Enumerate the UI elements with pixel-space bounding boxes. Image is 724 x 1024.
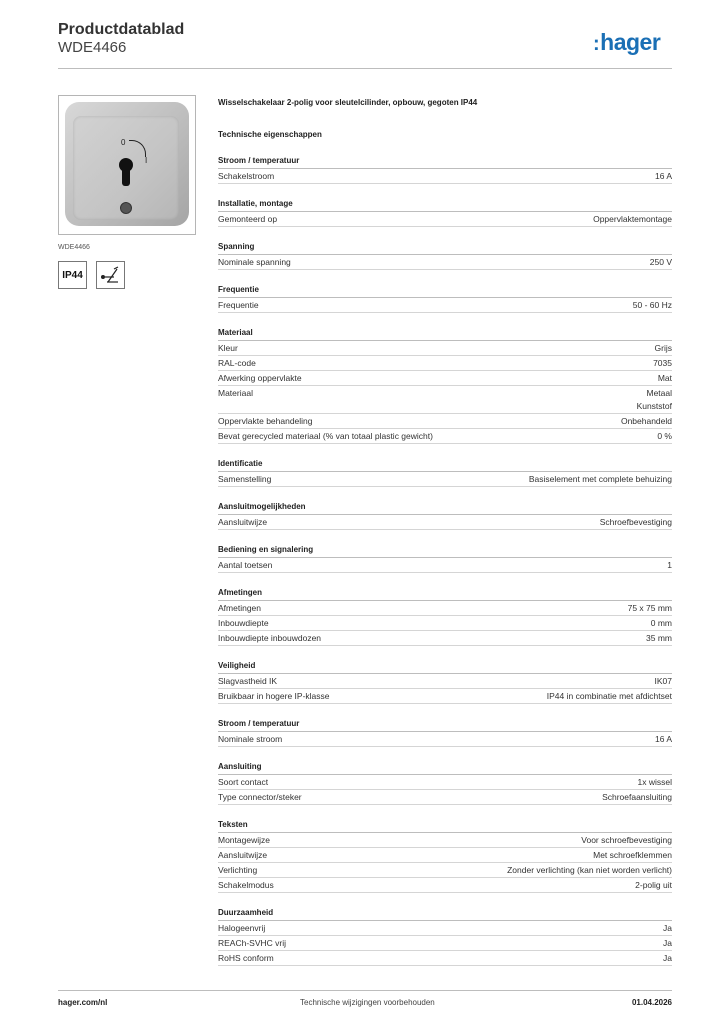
spec-row: [218, 921, 672, 936]
spec-value: [650, 256, 672, 269]
spec-value: [547, 690, 672, 703]
spec-value: [581, 834, 672, 847]
spec-section: [218, 501, 672, 530]
spec-value-text: Mat: [657, 373, 672, 383]
spec-row: [218, 429, 672, 444]
spec-value: [663, 937, 672, 950]
spec-row: [218, 631, 672, 646]
spec-value-text: Grijs: [654, 343, 672, 353]
spec-section: [218, 458, 672, 487]
spec-row: [218, 371, 672, 386]
spec-label: Gemonteerd op: [218, 214, 278, 224]
keyhole-slot: [122, 166, 130, 186]
spec-row: [218, 790, 672, 805]
switch-plate: [73, 116, 179, 220]
spec-label: Kleur: [218, 343, 238, 353]
spec-section: [218, 761, 672, 805]
spec-row: [218, 601, 672, 616]
spec-row: [218, 951, 672, 966]
spec-value: [593, 213, 672, 226]
logo-colon-icon: :: [593, 33, 600, 55]
footer-divider: [58, 990, 672, 991]
spec-label: Halogeenvrij: [218, 923, 266, 933]
spec-section-title: Frequentie: [218, 284, 672, 298]
spec-section: [218, 544, 672, 573]
ip44-icon: IP44: [58, 261, 87, 289]
spec-value-text: 1: [667, 560, 672, 570]
spec-value-text: 250 V: [649, 257, 672, 267]
spec-row: [218, 732, 672, 747]
spec-label: RAL-code: [218, 358, 256, 368]
spec-label: Inbouwdiepte: [218, 618, 269, 628]
logo-text: hager: [600, 29, 661, 55]
header-divider: [58, 68, 672, 69]
spec-value-text: IP44 in combinatie met afdichtset: [546, 691, 672, 701]
spec-value-text: Ja: [663, 953, 672, 963]
spec-value-text: Ja: [663, 923, 672, 933]
spec-section: [218, 587, 672, 646]
page-title: Productdatablad: [58, 21, 185, 38]
spec-label: Materiaal: [218, 388, 253, 398]
spec-value-text: 7035: [653, 358, 672, 368]
spec-value-text: IK07: [654, 676, 672, 686]
spec-section-title: Spanning: [218, 241, 672, 255]
spec-sections: [218, 155, 672, 966]
spec-value: [663, 952, 672, 965]
spec-label: Frequentie: [218, 300, 259, 310]
spec-value: [600, 516, 672, 529]
product-caption: WDE4466: [58, 244, 90, 251]
spec-label: Afwerking oppervlakte: [218, 373, 302, 383]
spec-label: Afmetingen: [218, 603, 261, 613]
spec-section-title: Stroom / temperatuur: [218, 155, 672, 169]
switch-housing: [65, 102, 189, 226]
spec-label: Soort contact: [218, 777, 269, 787]
spec-value: [507, 864, 672, 877]
spec-label: REACh-SVHC vrij: [218, 938, 287, 948]
spec-value: [637, 387, 672, 413]
spec-row: [218, 356, 672, 371]
spec-value: [529, 473, 672, 486]
spec-label: Slagvastheid IK: [218, 676, 278, 686]
spec-section-title: Materiaal: [218, 327, 672, 341]
spec-section: [218, 660, 672, 704]
spec-value-text: Ja: [663, 938, 672, 948]
spec-row: [218, 472, 672, 487]
spec-row: [218, 775, 672, 790]
spec-value: [635, 879, 672, 892]
spec-section-title: Stroom / temperatuur: [218, 718, 672, 732]
spec-heading: Technische eigenschappen: [218, 130, 322, 139]
spec-section-title: Teksten: [218, 819, 672, 833]
spec-value-text: Kunststof: [636, 401, 672, 411]
spec-section: [218, 327, 672, 444]
spec-value: [655, 733, 672, 746]
rotation-arrow-icon: [129, 140, 146, 157]
spec-section-title: Veiligheid: [218, 660, 672, 674]
spec-value-text: 0 %: [657, 431, 672, 441]
spec-section: [218, 718, 672, 747]
footer-disclaimer: Technische wijzigingen voorbehouden: [300, 998, 435, 1007]
spec-value: [633, 299, 672, 312]
spec-value-text: Onbehandeld: [620, 416, 672, 426]
spec-value-text: 16 A: [654, 171, 672, 181]
spec-row: [218, 674, 672, 689]
spec-label: Type connector/steker: [218, 792, 302, 802]
spec-value-text: 50 - 60 Hz: [632, 300, 672, 310]
spec-value-text: Zonder verlichting (kan niet worden verlicht): [507, 865, 672, 875]
spec-label: Nominale spanning: [218, 257, 291, 267]
spec-value: [658, 372, 672, 385]
spec-label: Montagewijze: [218, 835, 270, 845]
spec-value: [621, 415, 672, 428]
spec-row: [218, 341, 672, 356]
key-position-on-label: I: [145, 156, 148, 165]
spec-value-text: Metaal: [646, 388, 672, 398]
spec-row: [218, 558, 672, 573]
screw-icon: [120, 202, 132, 214]
spec-section-title: Bediening en signalering: [218, 544, 672, 558]
spec-value: [655, 675, 673, 688]
spec-row: [218, 212, 672, 227]
spec-value: [655, 170, 672, 183]
spec-row: [218, 386, 672, 414]
spec-label: Bevat gerecycled materiaal (% van totaal plastic gewicht): [218, 431, 433, 441]
spec-value: [638, 776, 672, 789]
spec-section-title: Duurzaamheid: [218, 907, 672, 921]
spec-value-text: Schroefbevestiging: [599, 517, 672, 527]
spec-label: Samenstelling: [218, 474, 272, 484]
spec-value: [653, 357, 672, 370]
spec-section: [218, 155, 672, 184]
spec-value: [646, 632, 672, 645]
spec-row: [218, 689, 672, 704]
spec-row: [218, 833, 672, 848]
key-switch-product-image: [58, 95, 196, 235]
spec-value: [628, 602, 672, 615]
spec-row: [218, 255, 672, 270]
spec-row: [218, 878, 672, 893]
spec-value-text: Met schroefklemmen: [593, 850, 672, 860]
spec-section-title: Installatie, montage: [218, 198, 672, 212]
spec-label: Nominale stroom: [218, 734, 283, 744]
specifications: [218, 96, 672, 966]
spec-value: [651, 617, 672, 630]
spec-row: [218, 616, 672, 631]
spec-value: [593, 849, 672, 862]
product-description: Wisselschakelaar 2-polig voor sleutelcilinder, opbouw, gegoten IP44: [218, 98, 478, 107]
spec-row: [218, 515, 672, 530]
spec-row: [218, 863, 672, 878]
hager-logo: [593, 29, 660, 56]
spec-row: [218, 298, 672, 313]
spec-section-title: Aansluitmogelijkheden: [218, 501, 672, 515]
spec-label: Aantal toetsen: [218, 560, 273, 570]
spec-value-text: 16 A: [654, 734, 672, 744]
spec-label: Aansluitwijze: [218, 850, 268, 860]
spec-value: [667, 559, 672, 572]
spec-section: [218, 198, 672, 227]
spec-value-text: Voor schroefbevestiging: [581, 835, 672, 845]
key-switch-symbol-icon: [96, 261, 125, 289]
spec-value-text: 1x wissel: [637, 777, 672, 787]
spec-section: [218, 241, 672, 270]
spec-value: [655, 342, 672, 355]
spec-label: Aansluitwijze: [218, 517, 268, 527]
spec-label: Schakelmodus: [218, 880, 274, 890]
spec-row: [218, 848, 672, 863]
spec-value-text: 35 mm: [646, 633, 672, 643]
spec-label: RoHS conform: [218, 953, 274, 963]
spec-label: Inbouwdiepte inbouwdozen: [218, 633, 322, 643]
key-position-off-label: 0: [121, 138, 126, 147]
spec-label: Schakelstroom: [218, 171, 275, 181]
spec-row: [218, 169, 672, 184]
product-code: WDE4466: [58, 39, 127, 56]
spec-value-text: Schroefaansluiting: [602, 792, 672, 802]
footer-website: hager.com/nl: [58, 998, 108, 1007]
spec-value-text: Oppervlaktemontage: [593, 214, 672, 224]
spec-section: [218, 819, 672, 893]
spec-label: Oppervlakte behandeling: [218, 416, 313, 426]
spec-section-title: Identificatie: [218, 458, 672, 472]
spec-label: Verlichting: [218, 865, 258, 875]
spec-value-text: Basiselement met complete behuizing: [528, 474, 672, 484]
spec-section: [218, 284, 672, 313]
spec-value: [602, 791, 672, 804]
footer-date: 01.04.2026: [631, 998, 672, 1007]
spec-label: Bruikbaar in hogere IP-klasse: [218, 691, 330, 701]
spec-section-title: Aansluiting: [218, 761, 672, 775]
spec-section-title: Afmetingen: [218, 587, 672, 601]
spec-row: [218, 936, 672, 951]
spec-value-text: 0 mm: [650, 618, 672, 628]
spec-section: [218, 907, 672, 966]
spec-value: [657, 430, 672, 443]
spec-value-text: 2-polig uit: [635, 880, 672, 890]
spec-value-text: 75 x 75 mm: [627, 603, 672, 613]
spec-value: [663, 922, 672, 935]
spec-row: [218, 414, 672, 429]
